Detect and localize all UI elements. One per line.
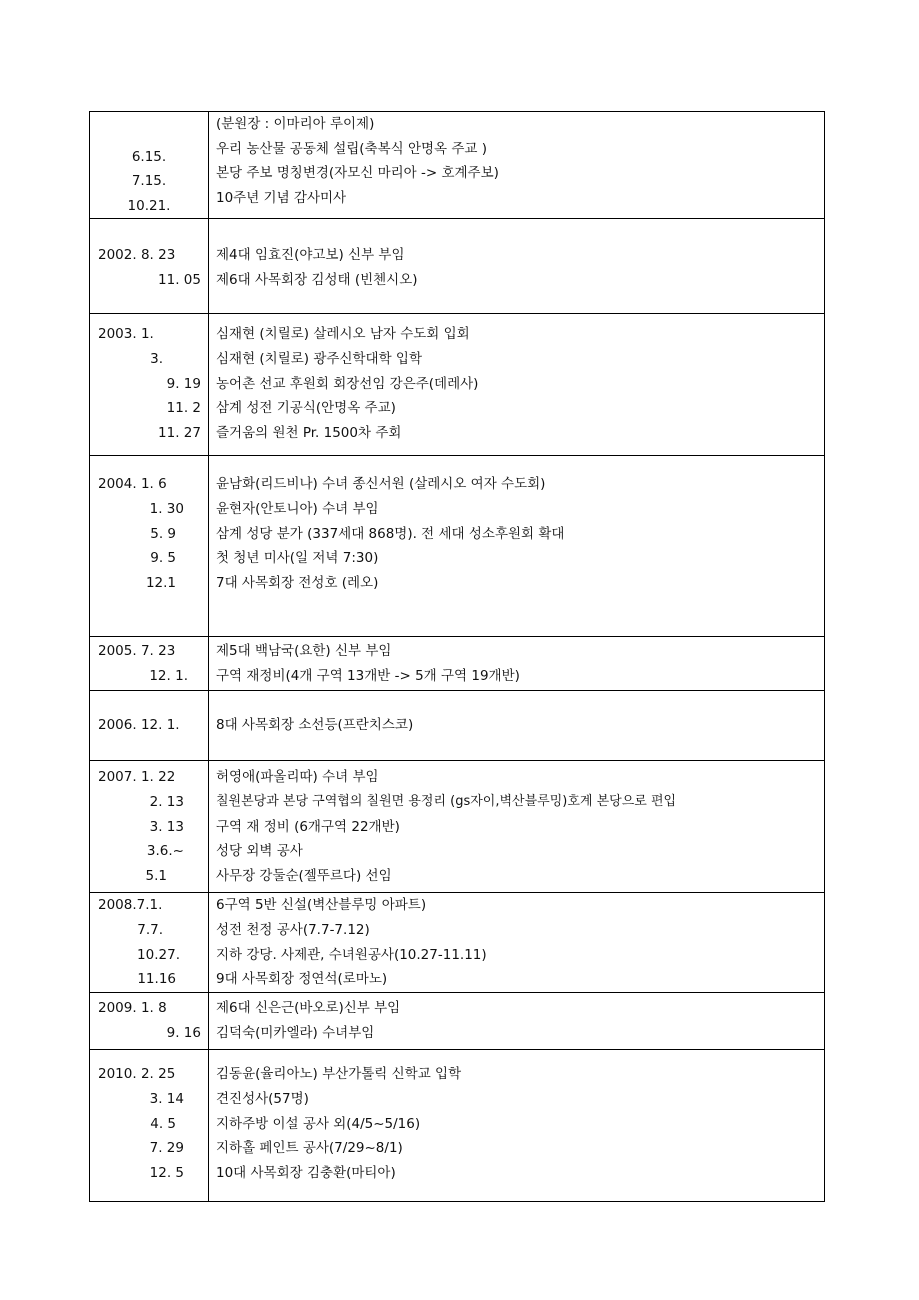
table-row xyxy=(90,219,825,314)
date: 10.21. xyxy=(127,197,171,214)
date: 12. 1. xyxy=(149,667,188,684)
date: 9. 16 xyxy=(166,1024,201,1041)
date: 9. 5 xyxy=(150,550,176,567)
date: 2002. 8. 23 xyxy=(98,247,176,264)
date: 10.27. xyxy=(137,946,180,963)
event: 성전 천정 공사(7.7-7.12) xyxy=(216,921,370,938)
date: 3. 13 xyxy=(149,818,184,835)
date: 3. 14 xyxy=(149,1090,184,1107)
event-cell xyxy=(209,691,825,761)
table-row xyxy=(90,893,825,993)
date-cell xyxy=(90,456,209,637)
date-cell xyxy=(90,637,209,691)
date-cell xyxy=(90,993,209,1050)
event: 성당 외벽 공사 xyxy=(216,843,303,860)
table-row xyxy=(90,112,825,219)
table-row xyxy=(90,993,825,1050)
event-cell xyxy=(209,219,825,314)
event: 7대 사목회장 전성호 (레오) xyxy=(216,574,379,591)
event: 제6대 사목회장 김성태 (빈첸시오) xyxy=(216,271,418,288)
date: 2004. 1. 6 xyxy=(98,476,167,493)
date: 2007. 1. 22 xyxy=(98,769,176,786)
date: 2005. 7. 23 xyxy=(98,643,176,660)
event-cell xyxy=(209,314,825,456)
date: 3. xyxy=(150,350,163,367)
date: 11.16 xyxy=(137,971,176,988)
date: 5. 9 xyxy=(150,525,176,542)
event: 허영애(파올리따) 수녀 부임 xyxy=(216,769,379,786)
history-table xyxy=(89,111,825,1202)
date: 12. 5 xyxy=(149,1164,184,1181)
date: 6.15. xyxy=(131,148,167,165)
event-cell xyxy=(209,1050,825,1202)
table-row xyxy=(90,761,825,893)
date-cell xyxy=(90,893,209,993)
date: 11. 27 xyxy=(158,424,201,441)
table-row xyxy=(90,1050,825,1202)
event: 6구역 5반 신설(벽산블루밍 아파트) xyxy=(216,897,427,914)
event: 김덕숙(미카엘라) 수녀부임 xyxy=(216,1024,375,1041)
event-cell xyxy=(209,993,825,1050)
date: 3.6.~ xyxy=(146,843,184,860)
event: 지하 강당. 사제관, 수녀원공사(10.27-11.11) xyxy=(216,946,487,963)
date-cell xyxy=(90,1050,209,1202)
date: 2003. 1. xyxy=(98,326,154,343)
event: 8대 사목회장 소선등(프란치스코) xyxy=(216,717,414,734)
table-row xyxy=(90,456,825,637)
date-cell xyxy=(90,314,209,456)
date: 7.7. xyxy=(137,921,163,938)
date: 9. 19 xyxy=(166,375,201,392)
event: 심재현 (치릴로) 광주신학대학 입학 xyxy=(216,350,422,367)
date: 7.15. xyxy=(131,173,167,190)
date: 2. 13 xyxy=(149,793,184,810)
event: 9대 사목회장 정연석(로마노) xyxy=(216,971,388,988)
date-cell xyxy=(90,761,209,893)
date: 7. 29 xyxy=(149,1140,184,1157)
date: 2009. 1. 8 xyxy=(98,1000,167,1017)
event-cell xyxy=(209,112,825,219)
date: 4. 5 xyxy=(150,1115,176,1132)
table-row xyxy=(90,691,825,761)
date: 1. 30 xyxy=(149,500,184,517)
event-cell xyxy=(209,893,825,993)
event: 칠원본당과 본당 구역협의 칠원면 용정리 (gs자이,벽산블루밍)호계 본당으로 편입 xyxy=(216,793,677,809)
event: 본당 주보 명칭변경(자모신 마리아 -> 호계주보) xyxy=(216,165,499,182)
date: 12.1 xyxy=(145,574,176,591)
event: 10대 사목회장 김충환(마티아) xyxy=(216,1164,396,1181)
event: 심재현 (치릴로) 살레시오 남자 수도회 입회 xyxy=(216,326,470,343)
event: 사무장 강둘순(젤뚜르다) 선임 xyxy=(216,867,392,884)
event-cell xyxy=(209,761,825,893)
event: 지하홀 페인트 공사(7/29~8/1) xyxy=(216,1140,403,1157)
date-cell xyxy=(90,219,209,314)
date: 2010. 2. 25 xyxy=(98,1066,176,1083)
table-row xyxy=(90,637,825,691)
event-cell xyxy=(209,637,825,691)
event: 윤남화(리드비나) 수녀 종신서원 (살레시오 여자 수도회) xyxy=(216,476,546,493)
event: 제6대 신은근(바오로)신부 부임 xyxy=(216,1000,401,1017)
event: 첫 청년 미사(일 저녁 7:30) xyxy=(216,550,379,567)
event: 지하주방 이설 공사 외(4/5~5/16) xyxy=(216,1115,421,1132)
event: 10주년 기념 감사미사 xyxy=(216,189,347,206)
event: 삼계 성전 기공식(안명옥 주교) xyxy=(216,400,396,417)
event: 제5대 백남국(요한) 신부 부임 xyxy=(216,643,392,660)
date xyxy=(90,120,208,145)
event: 윤현자(안토니아) 수녀 부임 xyxy=(216,500,379,517)
event: 제4대 임효진(야고보) 신부 부임 xyxy=(216,247,405,264)
date: 11. 2 xyxy=(166,400,201,417)
event: 농어촌 선교 후원회 회장선임 강은주(데레사) xyxy=(216,375,479,392)
event: 즐거움의 원천 Pr. 1500차 주회 xyxy=(216,424,402,441)
event: 우리 농산물 공동체 설립(축복식 안명옥 주교 ) xyxy=(216,140,488,157)
event: 김동윤(율리아노) 부산가톨릭 신학교 입학 xyxy=(216,1066,462,1083)
date: 5.1 xyxy=(145,867,167,884)
date: 2006. 12. 1. xyxy=(98,717,180,734)
event: 구역 재정비(4개 구역 13개반 -> 5개 구역 19개반) xyxy=(216,667,520,684)
date: 11. 05 xyxy=(158,271,201,288)
event: (분원장 : 이마리아 루이제) xyxy=(216,116,375,132)
event: 삼계 성당 분가 (337세대 868명). 전 세대 성소후원회 확대 xyxy=(216,525,565,542)
table-row xyxy=(90,314,825,456)
date-cell xyxy=(90,112,209,219)
event: 구역 재 정비 (6개구역 22개반) xyxy=(216,818,400,835)
date-cell xyxy=(90,691,209,761)
event: 견진성사(57명) xyxy=(216,1090,309,1107)
event-cell xyxy=(209,456,825,637)
date: 2008.7.1. xyxy=(98,897,163,914)
